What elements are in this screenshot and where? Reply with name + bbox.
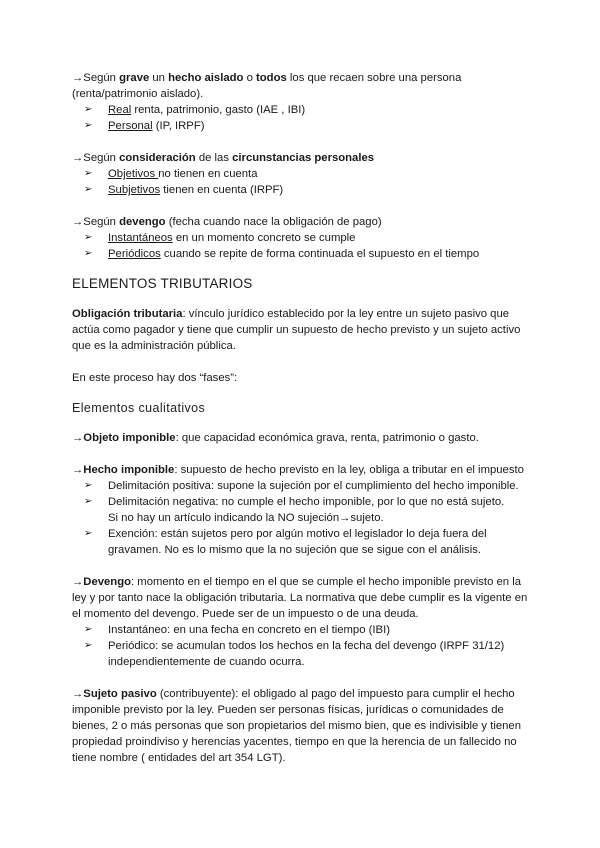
arrow-bullet-icon: ➢ (84, 232, 93, 243)
list-item: ➢ Subjetivos tienen en cuenta (IRPF) (84, 184, 284, 196)
list-item: ➢ Personal (IP, IRPF) (84, 120, 205, 132)
list-item: ➢ Objetivos no tienen en cuenta (84, 168, 258, 180)
arrow-bullet-icon: ➢ (84, 624, 93, 635)
criterion-consideracion: →Según consideración de las circunstancias personales (72, 152, 375, 164)
arrow-bullet-icon: ➢ (84, 184, 93, 195)
list-item: ➢ Delimitación negativa: no cumple el hecho imponible, por lo que no está sujeto. Si no hay un artículo indicando la NO sujeción→sujeto. (84, 496, 505, 524)
devengo-paragraph: →Devengo: momento en el tiempo en el que se cumple el hecho imponible previsto en la (72, 576, 521, 588)
arrow-bullet-icon: ➢ (84, 480, 93, 491)
arrow-bullet-icon: ➢ (84, 168, 93, 179)
obligacion-line: que es la administración pública. (72, 340, 236, 352)
devengo-line: el momento del devengo. Puede ser de un impuesto o de una deuda. (72, 608, 419, 620)
hecho-paragraph: →Hecho imponible: supuesto de hecho previsto en la ley, obliga a tributar en el impuesto (72, 464, 524, 476)
sujeto-line: tiene nombre ( entidades del art 354 LGT). (72, 752, 286, 764)
devengo-line: ley y por tanto nace la obligación tributaria. La normativa que debe cumplir es la vigente en (72, 592, 528, 604)
obligacion-line: actúa como pagador y tiene que cumplir un supuesto de hecho previsto y un sujeto activo (72, 324, 521, 336)
arrow-bullet-icon: ➢ (84, 496, 93, 507)
list-item: ➢ Instantáneo: en una fecha en concreto en el tiempo (IBI) (84, 624, 390, 636)
list-item: ➢ Real renta, patrimonio, gasto (IAE , IBI) (84, 104, 306, 116)
list-item: ➢ Periódico: se acumulan todos los hechos en la fecha del devengo (IRPF 31/12) independientemente de cuando ocurra. (84, 640, 505, 668)
fases-paragraph: En este proceso hay dos “fases”: (72, 372, 238, 384)
arrow-bullet-icon: ➢ (84, 528, 93, 539)
arrow-bullet-icon: ➢ (84, 104, 93, 115)
subsection-heading: Elementos cualitativos (72, 401, 206, 415)
sujeto-line: imponible previsto por la ley. Pueden ser personas físicas, jurídicas o comunidades de (72, 704, 504, 716)
obligacion-paragraph: Obligación tributaria: vínculo jurídico establecido por la ley entre un sujeto pasivo que (72, 308, 510, 320)
list-item: ➢ Delimitación positiva: supone la sujeción por el cumplimiento del hecho imponible. (84, 480, 519, 492)
list-item: ➢ Exención: están sujetos pero por algún motivo el legislador lo deja fuera del gravamen. No es lo mismo que la no sujeción que se sigue con el análisis. (84, 528, 487, 556)
sujeto-paragraph: →Sujeto pasivo (contribuyente): el obligado al pago del impuesto para cumplir el hecho (72, 688, 515, 700)
sujeto-line: propiedad proindiviso y herencias yacentes, tiempo en que la herencia de un fallecido no (72, 736, 517, 748)
objeto-paragraph: →Objeto imponible: que capacidad económica grava, renta, patrimonio o gasto. (72, 432, 479, 444)
section-heading: ELEMENTOS TRIBUTARIOS (72, 276, 253, 291)
criterion-grave: →Según grave un hecho aislado o todos los que recaen sobre una persona (72, 72, 462, 84)
document-page (72, 70, 532, 766)
list-item: ➢ Periódicos cuando se repite de forma continuada el supuesto en el tiempo (84, 248, 480, 260)
criterion-grave-cont: (renta/patrimonio aislado). (72, 88, 204, 100)
arrow-bullet-icon: ➢ (84, 640, 93, 651)
sujeto-line: bienes, 2 o más personas que son propietarios del mismo bien, que es indivisible y tienen (72, 720, 521, 732)
list-item: ➢ Instantáneos en un momento concreto se cumple (84, 232, 356, 244)
criterion-devengo: →Según devengo (fecha cuando nace la obligación de pago) (72, 216, 382, 228)
arrow-bullet-icon: ➢ (84, 248, 93, 259)
arrow-bullet-icon: ➢ (84, 120, 93, 131)
